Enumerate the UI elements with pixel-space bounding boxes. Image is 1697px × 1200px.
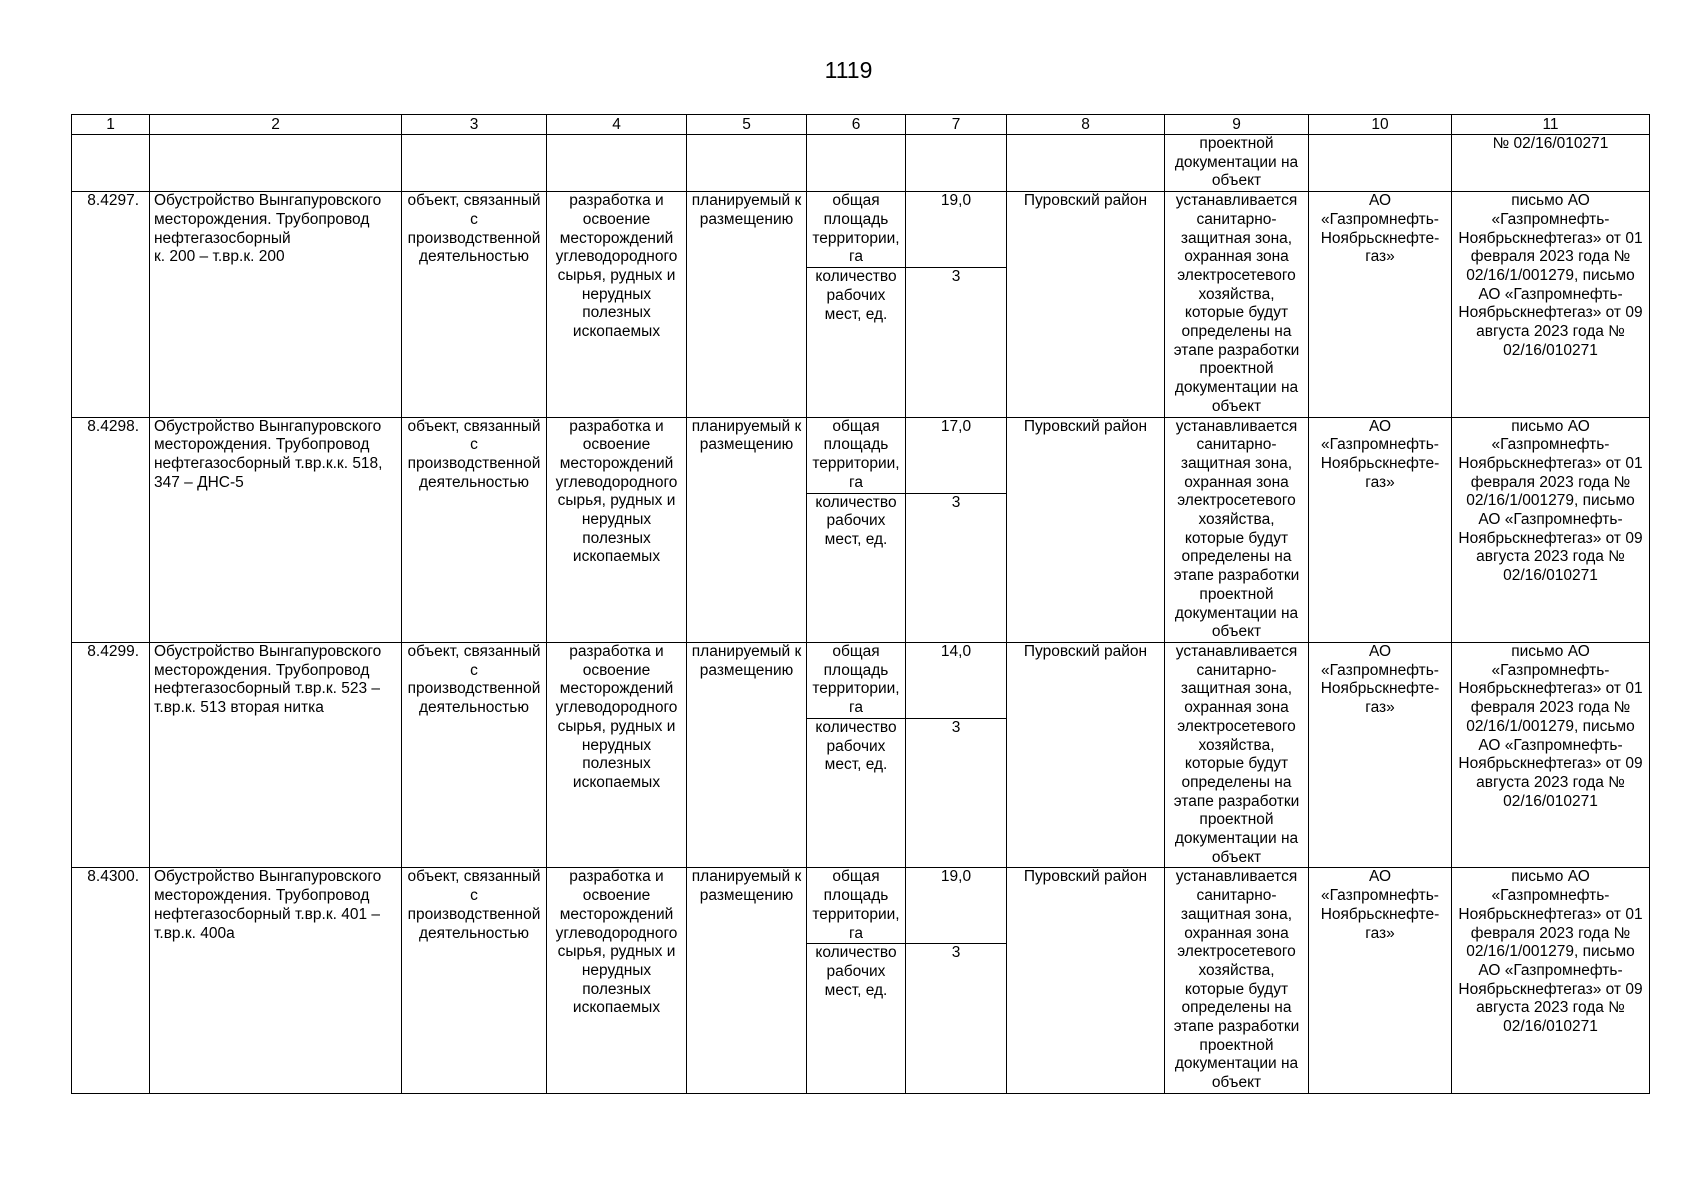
- cell-organization: АО «Газпромнефть-Ноябрьскнефте-газ»: [1309, 868, 1452, 1093]
- cell-object-type: объект, связанный с производственной деятельностью: [402, 192, 547, 417]
- column-number: 4: [547, 115, 687, 135]
- cell-empty: [72, 135, 150, 192]
- object-row: [72, 192, 1650, 268]
- column-number: 10: [1309, 115, 1452, 135]
- cell-purpose: разработка и освоение месторождений углеводородного сырья, рудных и нерудных полезных ископаемых: [547, 642, 687, 867]
- cell-purpose: разработка и освоение месторождений углеводородного сырья, рудных и нерудных полезных ископаемых: [547, 417, 687, 642]
- column-number: 11: [1452, 115, 1650, 135]
- cell-empty: [807, 135, 906, 192]
- cell-param-name: количество рабочих мест, ед.: [807, 944, 906, 1093]
- cell-number: 8.4299.: [72, 642, 150, 867]
- cell-object-name: Обустройство Вынгапуровского месторождения. Трубопровод нефтегазосборный т.вр.к. 523 – т.вр.к. 513 вторая нитка: [150, 642, 402, 867]
- cell-number: 8.4300.: [72, 868, 150, 1093]
- cell-param-value: 14,0: [906, 642, 1007, 718]
- column-number: 1: [72, 115, 150, 135]
- object-row: [72, 642, 1650, 718]
- cell-location: Пуровский район: [1007, 868, 1165, 1093]
- cell-zone: устанавливается санитарно-защитная зона, охранная зона электросетевого хозяйства, которые будут определены на этапе разработки проектной документации на объект: [1165, 642, 1309, 867]
- page-number: 1119: [824, 57, 873, 83]
- continuation-row: [72, 135, 1650, 192]
- cell-object-name: Обустройство Вынгапуровского месторождения. Трубопровод нефтегазосборный т.вр.к. 401 – т.вр.к. 400а: [150, 868, 402, 1093]
- column-number: 6: [807, 115, 906, 135]
- cell-param-value: 3: [906, 493, 1007, 642]
- cell-zone: устанавливается санитарно-защитная зона, охранная зона электросетевого хозяйства, которые будут определены на этапе разработки проектной документации на объект: [1165, 417, 1309, 642]
- column-number-row: [72, 115, 1650, 135]
- cell-param-name: количество рабочих мест, ед.: [807, 493, 906, 642]
- cell-location: Пуровский район: [1007, 642, 1165, 867]
- cell-source: письмо АО «Газпромнефть-Ноябрьскнефтегаз» от 01 февраля 2023 года № 02/16/1/001279, письмо АО «Газпромнефть-Ноябрьскнефтегаз» от 09 августа 2023 года № 02/16/010271: [1452, 868, 1650, 1093]
- cell-zone: устанавливается санитарно-защитная зона, охранная зона электросетевого хозяйства, которые будут определены на этапе разработки проектной документации на объект: [1165, 868, 1309, 1093]
- cell-param-name: количество рабочих мест, ед.: [807, 719, 906, 868]
- cell-source: письмо АО «Газпромнефть-Ноябрьскнефтегаз» от 01 февраля 2023 года № 02/16/1/001279, письмо АО «Газпромнефть-Ноябрьскнефтегаз» от 09 августа 2023 года № 02/16/010271: [1452, 417, 1650, 642]
- cell-param-name: общая площадь территории, га: [807, 642, 906, 718]
- cell-object-type: объект, связанный с производственной деятельностью: [402, 642, 547, 867]
- cell-source: письмо АО «Газпромнефть-Ноябрьскнефтегаз» от 01 февраля 2023 года № 02/16/1/001279, письмо АО «Газпромнефть-Ноябрьскнефтегаз» от 09 августа 2023 года № 02/16/010271: [1452, 192, 1650, 417]
- column-number: 9: [1165, 115, 1309, 135]
- column-number: 3: [402, 115, 547, 135]
- cell-purpose: разработка и освоение месторождений углеводородного сырья, рудных и нерудных полезных ископаемых: [547, 868, 687, 1093]
- cell-organization: АО «Газпромнефть-Ноябрьскнефте-газ»: [1309, 417, 1452, 642]
- column-number: 8: [1007, 115, 1165, 135]
- cell-source-continued: № 02/16/010271: [1452, 135, 1650, 192]
- cell-empty: [687, 135, 807, 192]
- cell-param-name: количество рабочих мест, ед.: [807, 268, 906, 417]
- cell-location: Пуровский район: [1007, 192, 1165, 417]
- cell-status: планируемый к размещению: [687, 192, 807, 417]
- cell-empty: [1309, 135, 1452, 192]
- cell-param-name: общая площадь территории, га: [807, 417, 906, 493]
- cell-param-name: общая площадь территории, га: [807, 868, 906, 944]
- cell-object-type: объект, связанный с производственной деятельностью: [402, 417, 547, 642]
- cell-param-value: 3: [906, 719, 1007, 868]
- cell-organization: АО «Газпромнефть-Ноябрьскнефте-газ»: [1309, 192, 1452, 417]
- cell-object-name: Обустройство Вынгапуровского месторождения. Трубопровод нефтегазосборный к. 200 – т.вр.к. 200: [150, 192, 402, 417]
- cell-param-value: 19,0: [906, 192, 1007, 268]
- cell-param-name: общая площадь территории, га: [807, 192, 906, 268]
- registry-table: [71, 114, 1650, 1094]
- cell-empty: [906, 135, 1007, 192]
- cell-param-value: 3: [906, 268, 1007, 417]
- cell-zone: устанавливается санитарно-защитная зона, охранная зона электросетевого хозяйства, которые будут определены на этапе разработки проектной документации на объект: [1165, 192, 1309, 417]
- cell-location: Пуровский район: [1007, 417, 1165, 642]
- cell-status: планируемый к размещению: [687, 417, 807, 642]
- cell-param-value: 19,0: [906, 868, 1007, 944]
- column-number: 7: [906, 115, 1007, 135]
- cell-number: 8.4297.: [72, 192, 150, 417]
- column-number: 5: [687, 115, 807, 135]
- cell-empty: [1007, 135, 1165, 192]
- object-row: [72, 417, 1650, 493]
- cell-organization: АО «Газпромнефть-Ноябрьскнефте-газ»: [1309, 642, 1452, 867]
- cell-purpose: разработка и освоение месторождений углеводородного сырья, рудных и нерудных полезных ископаемых: [547, 192, 687, 417]
- object-row: [72, 868, 1650, 944]
- cell-empty: [150, 135, 402, 192]
- cell-number: 8.4298.: [72, 417, 150, 642]
- cell-param-value: 17,0: [906, 417, 1007, 493]
- cell-empty: [402, 135, 547, 192]
- cell-source: письмо АО «Газпромнефть-Ноябрьскнефтегаз» от 01 февраля 2023 года № 02/16/1/001279, письмо АО «Газпромнефть-Ноябрьскнефтегаз» от 09 августа 2023 года № 02/16/010271: [1452, 642, 1650, 867]
- cell-status: планируемый к размещению: [687, 642, 807, 867]
- cell-zone-continued: проектной документации на объект: [1165, 135, 1309, 192]
- cell-empty: [547, 135, 687, 192]
- cell-status: планируемый к размещению: [687, 868, 807, 1093]
- column-number: 2: [150, 115, 402, 135]
- cell-object-name: Обустройство Вынгапуровского месторождения. Трубопровод нефтегазосборный т.вр.к.к. 518, 347 – ДНС-5: [150, 417, 402, 642]
- cell-object-type: объект, связанный с производственной деятельностью: [402, 868, 547, 1093]
- cell-param-value: 3: [906, 944, 1007, 1093]
